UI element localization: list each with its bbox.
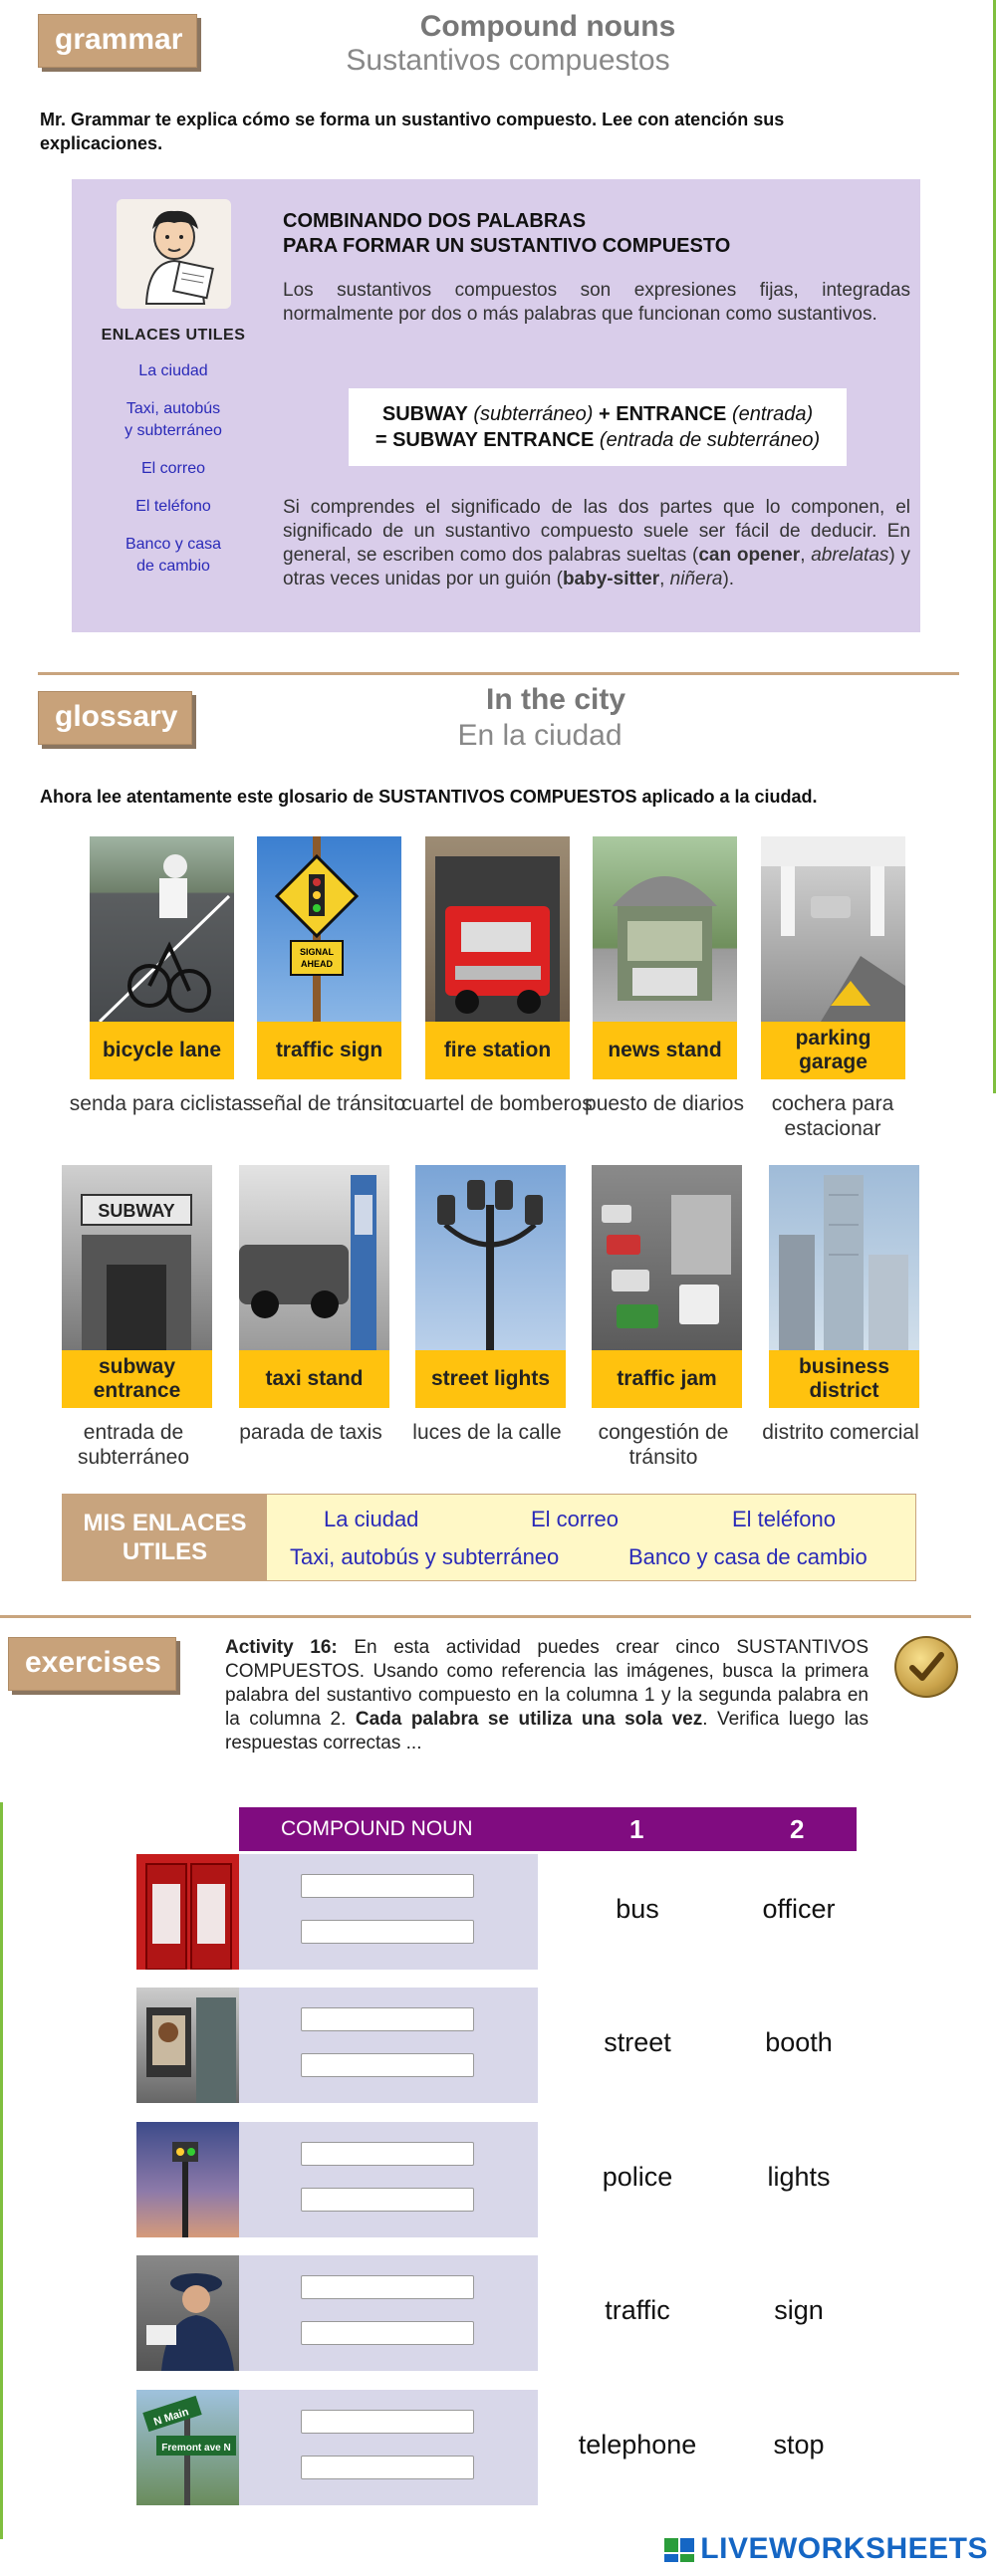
glossary-translation: congestión de tránsito — [598, 1421, 729, 1469]
glossary-caption-en: news stand — [593, 1022, 737, 1079]
formula-word-2: ENTRANCE — [616, 403, 727, 425]
fire-station-image — [425, 836, 570, 1022]
street-lights-image — [415, 1165, 566, 1350]
news-stand-image — [593, 836, 737, 1022]
side-link-el-telefono[interactable]: El teléfono — [135, 498, 211, 515]
answer-input-row4-word2[interactable] — [301, 2321, 474, 2345]
glossary-title: In the city — [485, 683, 626, 716]
side-link-el-correo[interactable]: El correo — [140, 460, 206, 477]
subway-entrance-image — [62, 1165, 212, 1350]
answer-input-row5-word2[interactable] — [301, 2456, 474, 2479]
glossary-intro: Ahora lee atentamente este glosario de SUSTANTIVOS COMPUESTOS aplicado a la ciudad. — [40, 787, 818, 807]
mr-grammar-avatar — [117, 199, 231, 309]
glossary-caption-en: taxi stand — [239, 1350, 389, 1408]
signal-ahead-text: SIGNAL — [299, 947, 335, 957]
section-divider — [0, 1615, 971, 1618]
parking-garage-image — [761, 836, 905, 1022]
glossary-tile — [401, 836, 593, 1116]
formula-equals: = — [374, 429, 387, 451]
glossary-tile — [69, 836, 254, 1116]
answer-row — [239, 2255, 538, 2371]
formula-word-1: SUBWAY — [381, 403, 468, 425]
glossary-caption-en: traffic sign — [257, 1022, 401, 1079]
formula-box — [349, 388, 847, 466]
glossary-tile — [761, 836, 905, 1141]
glossary-translation: luces de la calle — [412, 1421, 562, 1444]
side-link-banco[interactable]: Banco y casa de cambio — [124, 536, 222, 575]
grammar-subtitle: Sustantivos compuestos — [346, 44, 670, 77]
glossary-tile — [239, 1165, 389, 1445]
glossary-tab-label: glossary — [38, 691, 192, 745]
answer-input-row2-word2[interactable] — [301, 2053, 474, 2077]
glossary-caption-en: business district — [769, 1350, 919, 1408]
answer-input-row2-word1[interactable] — [301, 2007, 474, 2031]
left-border-line — [0, 1802, 3, 2539]
glossary-caption-en: subway entrance — [62, 1350, 212, 1408]
bus-stop-image — [136, 1988, 239, 2103]
grammar-intro: Mr. Grammar te explica cómo se forma un sustantivo compuesto. Lee con atención sus explicaciones. — [40, 110, 785, 153]
street-sign-text-2: Fremont ave N — [161, 2443, 231, 2454]
column2-word[interactable]: sign — [774, 2295, 824, 2325]
activity-instructions: Activity 16: En esta actividad puedes crear cinco SUSTANTIVOS COMPUESTOS. Usando como referencia las imágenes, busca la primera palabra del sustantivo compuesto en la columna 1 y la segunda palabra en la columna 2. Cada palabra se utiliza una sola vez. Verifica luego las respuestas correctas ... — [225, 1637, 869, 1754]
traffic-jam-image — [592, 1165, 742, 1350]
checkmark-icon — [906, 1647, 946, 1687]
answer-input-row1-word2[interactable] — [301, 1920, 474, 1944]
link-el-telefono[interactable]: El teléfono — [732, 1507, 836, 1531]
formula-result: SUBWAY ENTRANCE — [392, 429, 595, 451]
link-el-correo[interactable]: El correo — [531, 1507, 620, 1531]
traffic-lights-image — [136, 2122, 239, 2237]
glossary-caption-en: parking garage — [761, 1022, 905, 1079]
bicycle-lane-image — [90, 836, 234, 1022]
column1-word[interactable]: bus — [616, 1894, 659, 1924]
table-header — [239, 1807, 857, 1851]
grammar-explanation-box — [72, 179, 920, 632]
box-heading — [283, 209, 730, 259]
formula-word-1-translation: (subterráneo) — [473, 403, 594, 425]
glossary-translation: cuartel de bomberos — [401, 1092, 593, 1115]
glossary-translation: cochera para estacionar — [771, 1092, 894, 1140]
answer-row — [239, 2122, 538, 2237]
exercises-tab-label: exercises — [8, 1637, 176, 1691]
glossary-caption-en: fire station — [425, 1022, 570, 1079]
police-officer-image — [136, 2255, 239, 2371]
explanation-paragraph-1: Los sustantivos compuestos son expresiones fijas, integradas normalmente por dos o más palabras que funcionan como sustantivos. — [283, 280, 910, 325]
answer-input-row4-word1[interactable] — [301, 2275, 474, 2299]
link-taxi-autobus[interactable]: Taxi, autobús y subterráneo — [290, 1544, 560, 1569]
header-column-1: 1 — [629, 1814, 644, 1844]
check-answers-button[interactable] — [894, 1636, 958, 1698]
link-la-ciudad[interactable]: La ciudad — [324, 1507, 419, 1531]
box-heading-line2: PARA FORMAR UN SUSTANTIVO COMPUESTO — [283, 235, 731, 257]
glossary-translation: señal de tránsito — [251, 1092, 406, 1115]
useful-links-heading: MIS ENLACES UTILES — [63, 1495, 267, 1580]
liveworksheets-logo-icon — [664, 2534, 696, 2564]
column1-word[interactable]: traffic — [605, 2295, 670, 2325]
glossary-translation: entrada de subterráneo — [77, 1421, 190, 1469]
column2-word[interactable]: stop — [773, 2430, 825, 2459]
glossary-caption-en: traffic jam — [592, 1350, 742, 1408]
answer-row — [239, 2390, 538, 2505]
answer-input-row5-word1[interactable] — [301, 2410, 474, 2434]
glossary-subtitle: En la ciudad — [457, 719, 622, 752]
traffic-sign-image — [257, 836, 401, 1022]
header-column-2: 2 — [790, 1814, 805, 1844]
header-compound-noun: COMPOUND NOUN — [281, 1817, 473, 1840]
box-heading-line1: COMBINANDO DOS PALABRAS — [283, 210, 587, 232]
grammar-tab-label: grammar — [38, 14, 197, 68]
business-district-image — [769, 1165, 919, 1350]
glossary-caption-en: bicycle lane — [90, 1022, 234, 1079]
telephone-booth-image — [136, 1854, 239, 1970]
column1-word[interactable]: street — [604, 2027, 671, 2057]
column1-word[interactable]: telephone — [578, 2430, 697, 2459]
side-link-taxi[interactable]: Taxi, autobús y subterráneo — [124, 400, 222, 439]
glossary-tile — [62, 1165, 212, 1470]
subway-sign-text: SUBWAY — [98, 1201, 175, 1221]
glossary-translation: puesto de diarios — [585, 1092, 744, 1115]
formula-result-translation: (entrada de subterráneo) — [599, 429, 821, 451]
section-divider — [38, 672, 959, 675]
glossary-translation: senda para ciclistas — [69, 1092, 254, 1115]
answer-input-row1-word1[interactable] — [301, 1874, 474, 1898]
answer-row — [239, 1854, 538, 1970]
glossary-tile — [762, 1165, 919, 1445]
formula-plus: + — [599, 403, 611, 425]
column1-word[interactable]: police — [602, 2162, 673, 2192]
svg-text:AHEAD: AHEAD — [300, 959, 334, 969]
column2-word[interactable]: booth — [765, 2027, 833, 2057]
street-sign-text-1: N Main — [152, 2406, 191, 2429]
liveworksheets-logo[interactable] — [664, 2532, 988, 2566]
glossary-translation: parada de taxis — [239, 1421, 382, 1444]
answer-input-row3-word2[interactable] — [301, 2188, 474, 2212]
taxi-stand-image — [239, 1165, 389, 1350]
side-link-la-ciudad[interactable]: La ciudad — [138, 362, 208, 379]
glossary-tile — [585, 836, 744, 1116]
glossary-tile — [251, 836, 406, 1116]
liveworksheets-logo-text: LIVEWORKSHEETS — [700, 2532, 988, 2565]
explanation-paragraph-2: Si comprendes el significado de las dos partes que lo componen, el significado de un sustantivo compuesto suele ser fácil de deducir. En general, se escriben como dos palabras sueltas (can opener, abrelatas) y otras veces unidas por un guión (baby-sitter, niñera). — [283, 497, 910, 589]
glossary-translation: distrito comercial — [762, 1421, 919, 1444]
useful-links-bar — [62, 1494, 916, 1581]
column2-word[interactable]: officer — [762, 1894, 836, 1924]
links-heading: ENLACES UTILES — [101, 327, 246, 344]
glossary-tile — [592, 1165, 742, 1470]
link-banco[interactable]: Banco y casa de cambio — [628, 1544, 868, 1569]
glossary-tile — [412, 1165, 566, 1445]
grammar-title: Compound nouns — [419, 10, 676, 43]
answer-input-row3-word1[interactable] — [301, 2142, 474, 2166]
formula-word-2-translation: (entrada) — [731, 403, 814, 425]
column2-word[interactable]: lights — [767, 2162, 831, 2192]
street-sign-image — [136, 2390, 239, 2505]
glossary-caption-en: street lights — [415, 1350, 566, 1408]
answer-row — [239, 1988, 538, 2103]
